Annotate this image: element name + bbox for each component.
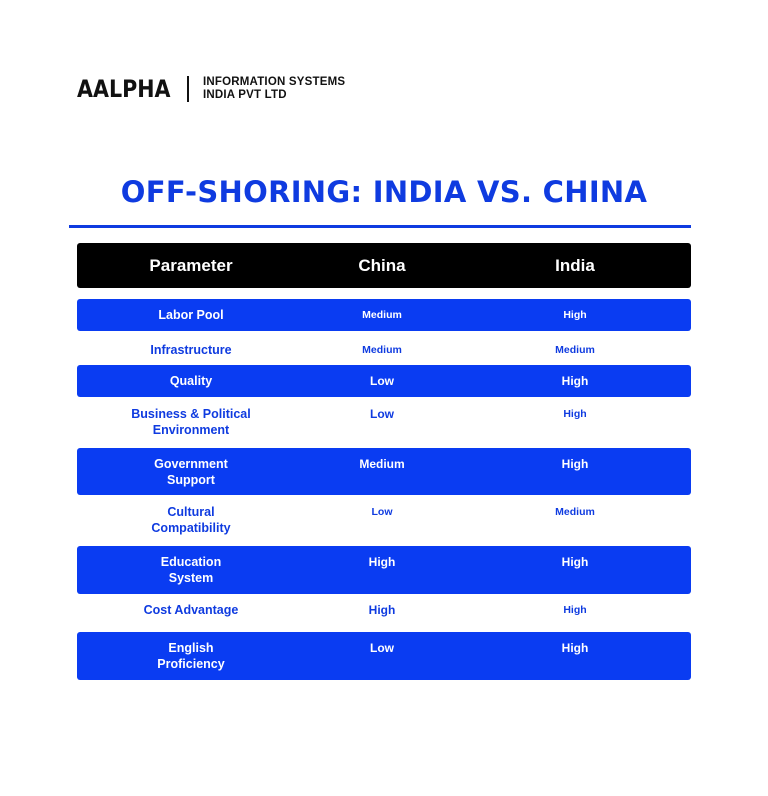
table-row — [77, 365, 691, 397]
company-logo — [77, 74, 345, 104]
india-value-cell: High — [561, 641, 589, 655]
table-row — [77, 595, 691, 631]
china-value-cell: Low — [370, 641, 394, 655]
logo-subtitle — [203, 76, 345, 102]
parameter-cell: Business & Political Environment — [131, 407, 251, 437]
india-value-cell: High — [563, 309, 587, 321]
logo-subtitle-line1: INFORMATION SYSTEMS — [203, 76, 346, 88]
table-header-row — [77, 243, 691, 288]
china-value-cell: Low — [370, 374, 394, 388]
parameter-cell: Quality — [169, 374, 213, 388]
india-value-cell: High — [563, 604, 587, 616]
table-row — [77, 398, 691, 447]
table-row — [77, 546, 691, 594]
parameter-cell: Cost Advantage — [143, 603, 239, 617]
china-value-cell: Low — [371, 506, 393, 518]
header-india: India — [555, 255, 595, 275]
parameter-cell: Government Support — [154, 457, 228, 487]
header-parameter: Parameter — [149, 255, 233, 275]
parameter-cell: Infrastructure — [150, 343, 232, 357]
india-value-cell: High — [563, 408, 587, 420]
china-value-cell: Low — [370, 407, 394, 421]
china-value-cell: Medium — [362, 309, 402, 321]
china-value-cell: Medium — [359, 457, 405, 471]
india-value-cell: High — [561, 374, 589, 388]
india-value-cell: High — [561, 555, 589, 569]
table-row — [77, 448, 691, 495]
parameter-cell: Labor Pool — [158, 308, 224, 322]
india-value-cell: Medium — [555, 344, 595, 356]
china-value-cell: High — [368, 555, 396, 569]
page-title: OFF-SHORING: INDIA VS. CHINA — [120, 175, 648, 209]
header-china: China — [358, 255, 406, 275]
title-underline — [69, 225, 691, 228]
parameter-cell: Education System — [160, 555, 222, 585]
table-row — [77, 496, 691, 544]
table-body — [77, 299, 691, 680]
logo-subtitle-line2: INDIA PVT LTD — [203, 89, 287, 101]
parameter-cell: English Proficiency — [157, 641, 225, 671]
india-value-cell: Medium — [555, 506, 595, 518]
parameter-cell: Cultural Compatibility — [151, 505, 231, 535]
table-row — [77, 632, 691, 680]
comparison-table — [77, 243, 691, 680]
table-row — [77, 299, 691, 331]
china-value-cell: Medium — [362, 344, 402, 356]
logo-wordmark: AALPHA — [77, 75, 171, 103]
table-row — [77, 332, 691, 365]
logo-divider — [187, 76, 189, 102]
india-value-cell: High — [561, 457, 589, 471]
china-value-cell: High — [368, 603, 396, 617]
